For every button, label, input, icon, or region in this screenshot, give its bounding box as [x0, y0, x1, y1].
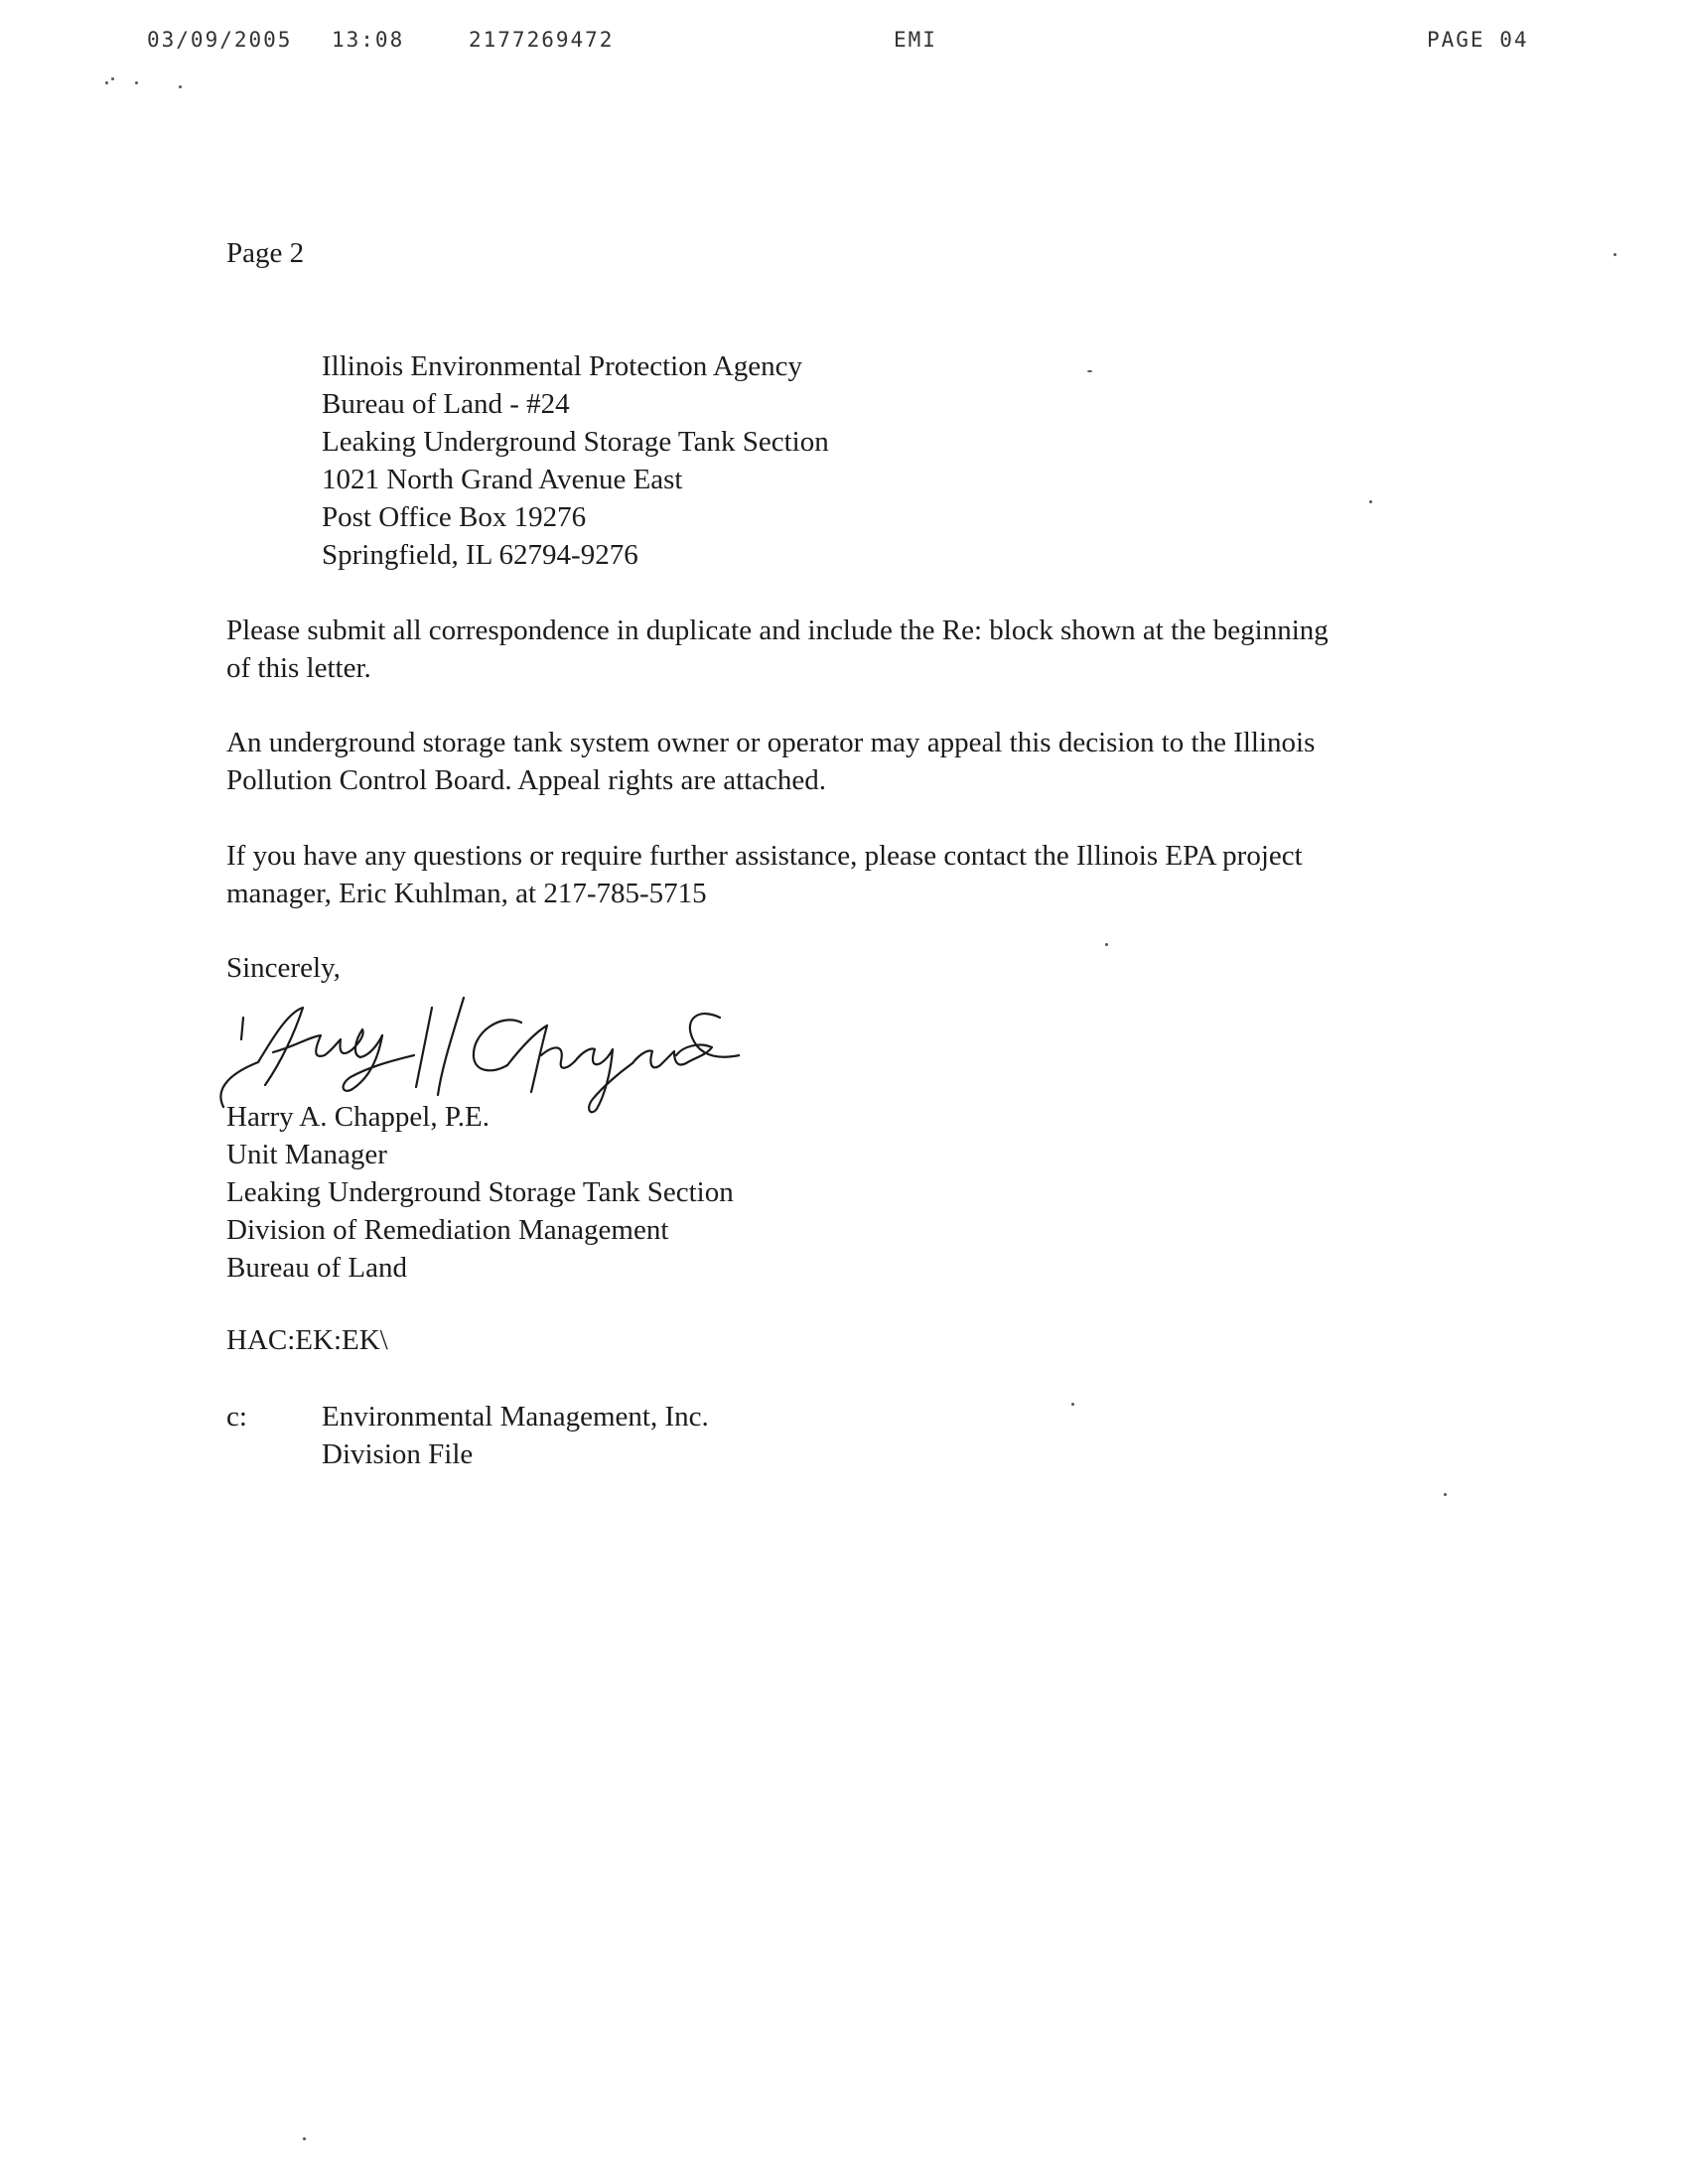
cc-recipient: Environmental Management, Inc.: [322, 1401, 709, 1433]
cc-recipient: Division File: [322, 1438, 474, 1470]
cc-list: [322, 1398, 709, 1473]
paragraph-appeal: [226, 724, 1315, 799]
recipient-line: Springfield, IL 62794-9276: [322, 539, 638, 571]
paragraph-contact: [226, 837, 1303, 912]
signer-division: Division of Remediation Management: [226, 1214, 669, 1246]
fax-phone-number: 2177269472: [469, 28, 615, 52]
recipient-line: Post Office Box 19276: [322, 501, 587, 533]
recipient-line: Bureau of Land - #24: [322, 388, 570, 420]
scan-speck: [179, 85, 182, 88]
scan-speck: [1369, 500, 1372, 503]
paragraph-line: of this letter.: [226, 652, 371, 684]
signer-section: Leaking Underground Storage Tank Section: [226, 1176, 734, 1208]
paragraph-line: Pollution Control Board. Appeal rights are attached.: [226, 764, 827, 796]
recipient-line: 1021 North Grand Avenue East: [322, 464, 683, 495]
scan-speck: [1444, 1493, 1447, 1496]
scan-speck: [1614, 253, 1616, 256]
paragraph-correspondence: [226, 612, 1329, 687]
scan-speck: [1071, 1403, 1074, 1406]
scan-speck: [111, 77, 114, 80]
recipient-line: Leaking Underground Storage Tank Section: [322, 426, 829, 458]
scan-speck: [1105, 943, 1108, 946]
recipient-line: Illinois Environmental Protection Agency: [322, 350, 803, 382]
reference-initials: HAC:EK:EK\: [226, 1324, 388, 1356]
fax-time: 13:08: [332, 28, 405, 52]
closing: Sincerely,: [226, 952, 341, 984]
scan-speck: [1087, 370, 1092, 372]
signer-title: Unit Manager: [226, 1139, 387, 1170]
signer-bureau: Bureau of Land: [226, 1252, 407, 1284]
handwritten-signature: [204, 978, 740, 1117]
paragraph-line: manager, Eric Kuhlman, at 217-785-5715: [226, 878, 707, 909]
scan-speck: [135, 81, 138, 84]
recipient-address: [322, 347, 829, 574]
scan-speck: [303, 2137, 306, 2140]
cc-label: c:: [226, 1401, 247, 1433]
paragraph-line: If you have any questions or require further assistance, please contact the Illinois EPA project: [226, 840, 1303, 872]
paragraph-line: Please submit all correspondence in duplicate and include the Re: block shown at the beginning: [226, 614, 1329, 646]
fax-date: 03/09/2005: [147, 28, 293, 52]
signer-name: Harry A. Chappel, P.E.: [226, 1101, 490, 1133]
signer-block: [226, 1098, 734, 1287]
paragraph-line: An underground storage tank system owner or operator may appeal this decision to the Illinois: [226, 727, 1316, 758]
scan-speck: [105, 81, 108, 84]
page-label: Page 2: [226, 237, 305, 269]
fax-sender: EMI: [894, 28, 937, 52]
fax-page-number: PAGE 04: [1427, 28, 1529, 52]
